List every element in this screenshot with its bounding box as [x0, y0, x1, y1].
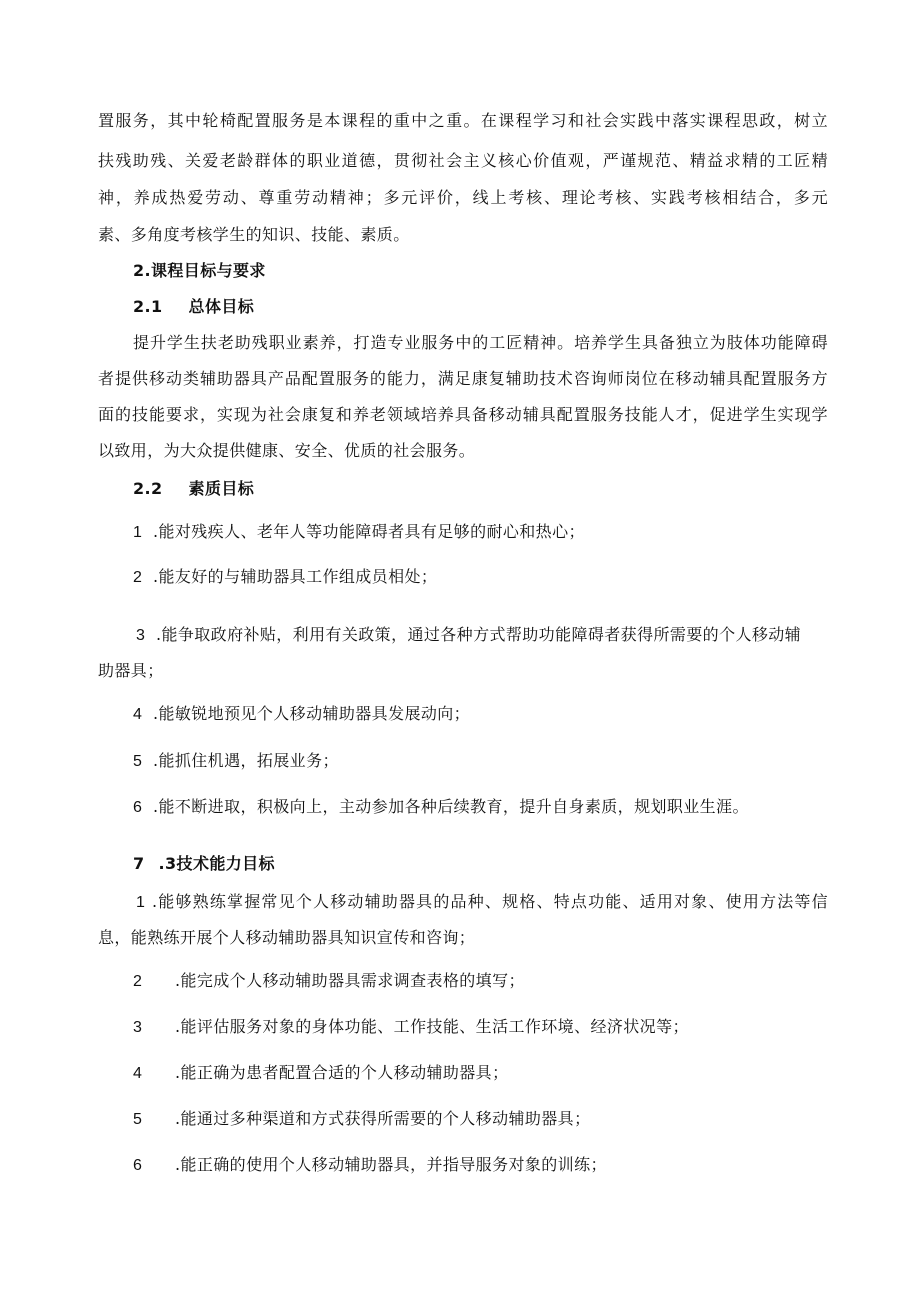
subsection-heading [133, 296, 863, 318]
list-item-number: 2 [133, 973, 143, 990]
list-item-number: 1 [133, 524, 143, 541]
list-item [133, 1016, 863, 1039]
intro-line: 置服务，其中轮椅配置服务是本课程的重中之重。在课程学习和社会实践中落实课程思政，树立 [98, 111, 828, 130]
list-item-text: .能友好的与辅助器具工作组成员相处； [153, 567, 438, 586]
paragraph-line: 以致用，为大众提供健康、安全、优质的社会服务。 [98, 441, 476, 460]
list-item [133, 796, 863, 819]
list-item [133, 1062, 863, 1085]
list-item-number: 3 [136, 627, 146, 644]
paragraph-line: 面的技能要求，实现为社会康复和养老领域培养具备移动辅具配置服务技能人才，促进学生实现学 [98, 405, 828, 424]
list-item-text: .能不断进取，积极向上，主动参加各种后续教育，提升自身素质，规划职业生涯。 [153, 797, 749, 816]
list-item-number: 5 [133, 1111, 143, 1128]
subsection-number: 2.1 [133, 297, 163, 316]
list-item [133, 1154, 863, 1177]
list-item [133, 750, 863, 773]
list-item [133, 703, 863, 726]
list-item [133, 891, 828, 914]
intro-line: 素、多角度考核学生的知识、技能、素质。 [98, 225, 410, 244]
list-item-text: .能正确的使用个人移动辅助器具，并指导服务对象的训练； [175, 1155, 607, 1174]
list-item-text: .能完成个人移动辅助器具需求调查表格的填写； [175, 971, 525, 990]
list-item [133, 1108, 863, 1131]
subsection-heading [133, 853, 863, 875]
subsection-title: 总体目标 [188, 297, 255, 316]
subsection-number: 7 [133, 854, 145, 873]
list-item-number: 1 [136, 894, 146, 911]
list-item-number: 5 [133, 753, 143, 770]
paragraph-line: 者提供移动类辅助器具产品配置服务的能力，满足康复辅助技术咨询师岗位在移动辅具配置服务方 [98, 369, 828, 388]
paragraph-line: 提升学生扶老助残职业素养，打造专业服务中的工匠精神。培养学生具备独立为肢体功能障碍 [133, 333, 828, 352]
list-item-text: .能通过多种渠道和方式获得所需要的个人移动辅助器具； [175, 1109, 591, 1128]
list-item-text: .能抓住机遇，拓展业务； [153, 751, 339, 770]
subsection-title: .3技术能力目标 [158, 854, 275, 873]
subsection-number: 2.2 [133, 479, 163, 498]
list-item-continuation: 助器具； [98, 661, 164, 680]
list-item-text: .能够熟练掌握常见个人移动辅助器具的品种、规格、特点功能、适用对象、使用方法等信 [152, 892, 828, 911]
list-item-text: .能评估服务对象的身体功能、工作技能、生活工作环境、经济状况等； [175, 1017, 689, 1036]
list-item-text: .能敏锐地预见个人移动辅助器具发展动向； [153, 704, 471, 723]
list-item-number: 3 [133, 1019, 143, 1036]
subsection-title: 素质目标 [188, 479, 255, 498]
list-item-number: 6 [133, 1157, 143, 1174]
list-item [133, 970, 863, 993]
list-item-number: 2 [133, 569, 143, 586]
list-item-text: .能正确为患者配置合适的个人移动辅助器具； [175, 1063, 509, 1082]
section-heading: 2.课程目标与要求 [133, 261, 266, 280]
subsection-heading [133, 478, 863, 500]
list-item-number: 4 [133, 706, 143, 723]
list-item [133, 521, 863, 544]
list-item-text: .能争取政府补贴，利用有关政策，通过各种方式帮助功能障碍者获得所需要的个人移动辅 [156, 625, 802, 644]
list-item [133, 624, 828, 647]
list-item-number: 6 [133, 799, 143, 816]
list-item-continuation: 息，能熟练开展个人移动辅助器具知识宣传和咨询； [98, 928, 476, 947]
intro-line: 扶残助残、关爱老龄群体的职业道德，贯彻社会主义核心价值观，严谨规范、精益求精的工匠精 [98, 151, 828, 170]
intro-line: 神，养成热爱劳动、尊重劳动精神；多元评价，线上考核、理论考核、实践考核相结合，多元 [98, 188, 828, 207]
list-item-text: .能对残疾人、老年人等功能障碍者具有足够的耐心和热心； [153, 522, 585, 541]
list-item-number: 4 [133, 1065, 143, 1082]
list-item [133, 566, 863, 589]
